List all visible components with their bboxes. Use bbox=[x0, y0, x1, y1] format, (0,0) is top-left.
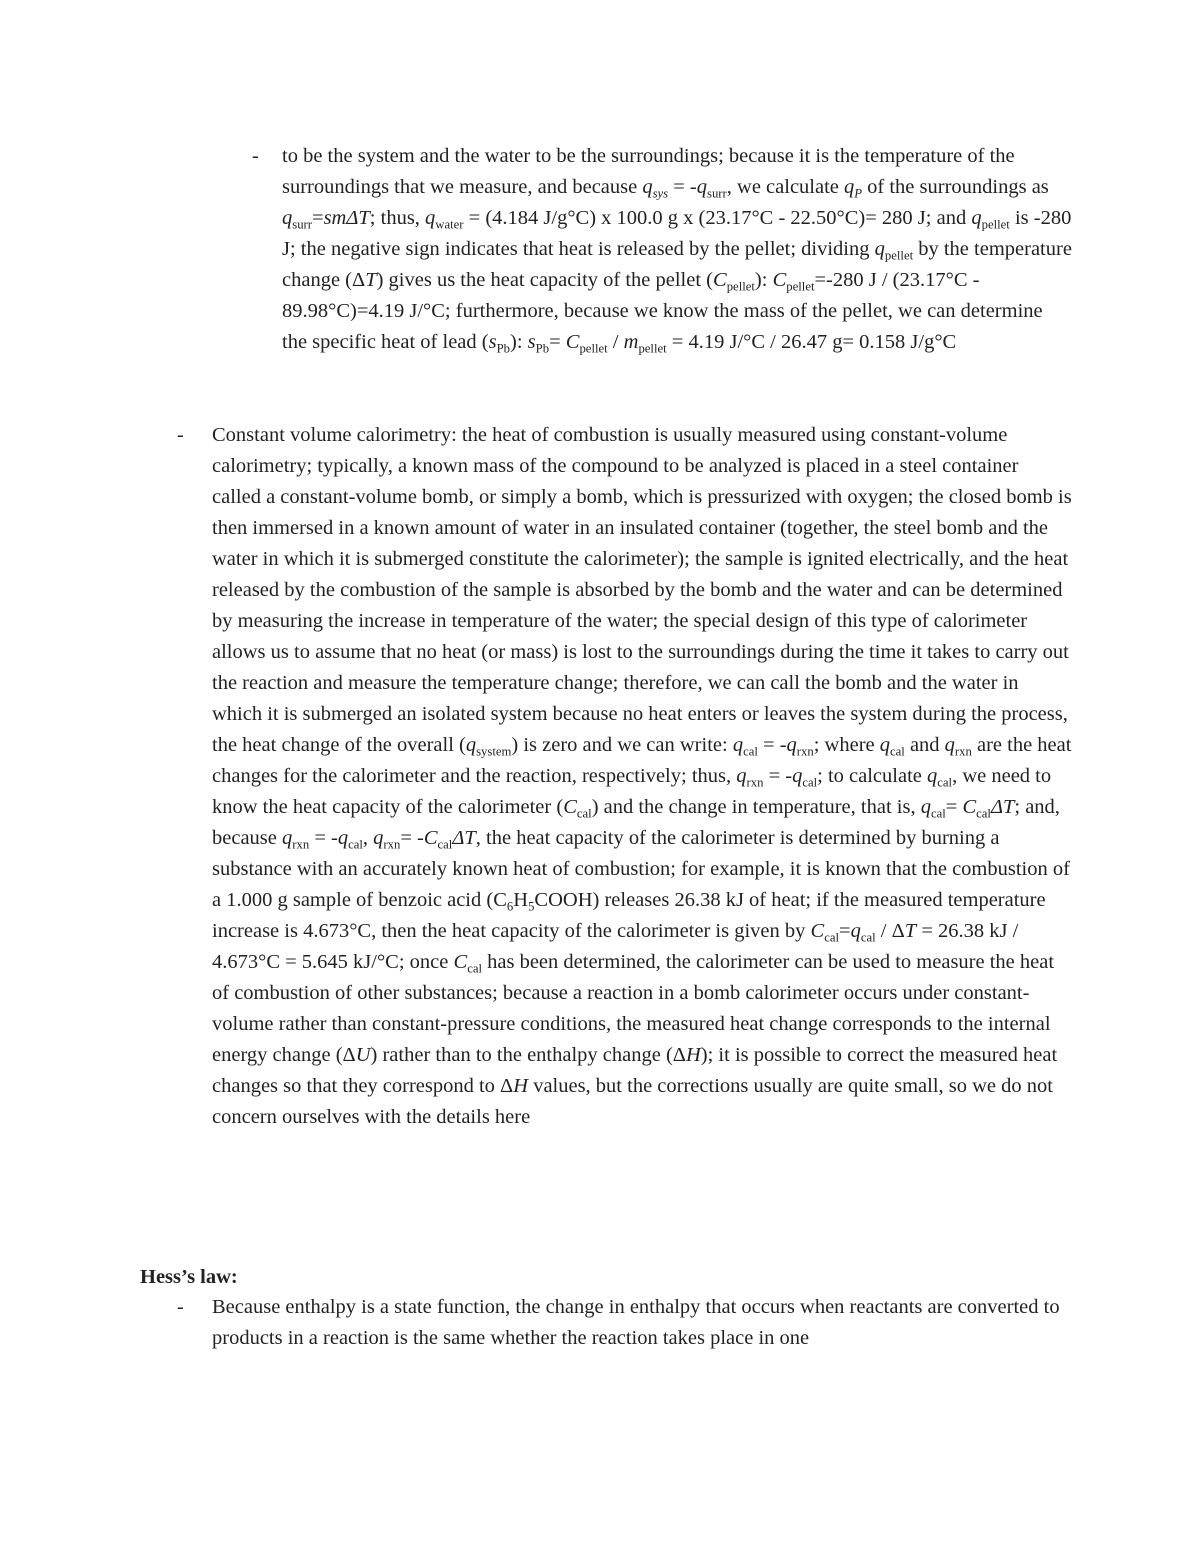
list-dash: - bbox=[177, 424, 184, 446]
section-heading-hess-law: Hess’s law: bbox=[140, 1266, 238, 1288]
list-dash: - bbox=[177, 1296, 184, 1318]
bullet-constant-volume-calorimetry: Constant volume calorimetry: the heat of combustion is usually measured using constant-volume calorimetry; typically, a known mass of the compound to be analyzed is placed in a steel container called a constant-volume bomb, or simply a bomb, which is pressurized with oxygen; the closed bomb is then immersed in a known amount of water in an insulated container (together, the steel bomb and the water in which it is submerged constitute the calorimeter); the sample is ignited electrically, and the heat released by the combustion of the sample is absorbed by the bomb and the water and can be determined by measuring the increase in temperature of the water; the special design of this type of calorimeter allows us to assume that no heat (or mass) is lost to the surroundings during the time it takes to carry out the reaction and measure the temperature change; therefore, we can call the bomb and the water in which it is submerged an isolated system because no heat enters or leaves the system during the process, the heat change of the overall $(q_{system})$ is zero and we can write: $q_{cal} = -q_{rxn}$; where $q_{cal}$ and $q_{rxn}$ are the heat changes for the calorimeter and the reaction, respectively; thus, $q_{rxn} = -q_{cal}$; to calculate $q_{cal}$, we need to know the heat capacity of the calorimeter $(C_{cal})$ and the change in temperature, that is, $q_{cal}= C_{cal}\Delta T$; and, because $q_{rxn} = -q_{cal}$, $q_{rxn}= -C_{cal}\Delta T$, the heat capacity of the calorimeter is determined by burning a substance with an accurately known heat of combustion; for example, it is known that the combustion of a 1.000 g sample of benzoic acid $(C_6H_5COOH)$ releases 26.38 kJ of heat; if the measured temperature increase is 4.673°C, then the heat capacity of the calorimeter is given by $C_{cal}=q_{cal} / \Delta T = 26.38$ kJ / 4.673°C = 5.645 kJ/°C; once $C_{cal}$ has been determined, the calorimeter can be used to measure the heat of combustion of other substances; because a reaction in a bomb calorimeter occurs under constant-volume rather than constant-pressure conditions, the measured heat change corresponds to the internal energy change (ΔU) rather than to the enthalpy change (ΔH); it is possible to correct the measured heat changes so that they correspond to ΔH values, but the corrections usually are quite small, so we do not concern ourselves with the details here bbox=[212, 424, 1072, 1128]
list-dash: - bbox=[252, 145, 259, 167]
bullet-hess-law-state-function: Because enthalpy is a state function, the change in enthalpy that occurs when reactants are converted to products in a reaction is the same whether the reaction takes place in one bbox=[212, 1296, 1060, 1349]
bullet-pellet-heat-capacity: to be the system and the water to be the surroundings; because it is the temperature of the surroundings that we measure, and because $q_{sys} = -q_{surr}$, we calculate $q_P$ of the surroundings as $q_{surr}=sm\Delta T$; thus, $q_{water} = (4.184$ J/g°C) x 100.0 g x (23.17°C - 22.50°C)= 280 J; and $q_{pellet}$ is -280 J; the negative sign indicates that heat is released by the pellet; dividing $q_{pellet}$ by the temperature change (ΔT) gives us the heat capacity of the pellet $(C_{pellet})$: $C_{pellet}=-280$ J / (23.17°C - 89.98°C)=4.19 J/°C; furthermore, because we know the mass of the pellet, we can determine the specific heat of lead $(s_{Pb})$: $s_{Pb}= C_{pellet} / m_{pellet} = 4.19$ J/°C / 26.47 g= 0.158 J/g°C bbox=[282, 145, 1072, 356]
